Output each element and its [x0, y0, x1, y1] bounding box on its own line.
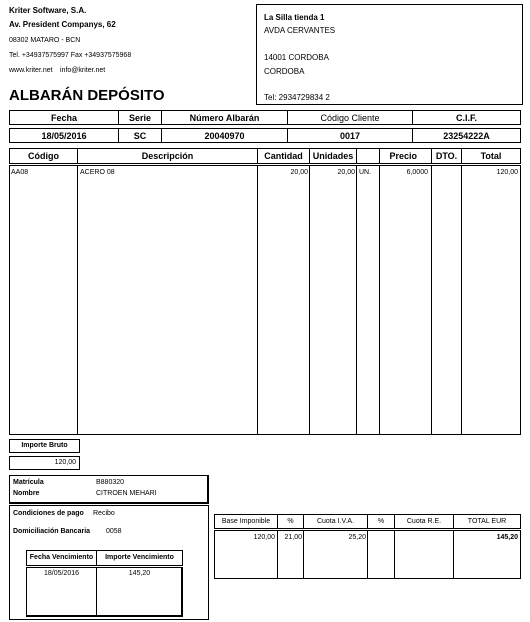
nombre-value: CITROEN MEHARI — [96, 490, 157, 497]
importe-bruto-label: Importe Bruto — [9, 439, 80, 453]
totals-base: 120,00 — [253, 534, 275, 541]
payment-box — [9, 505, 209, 620]
row-unidades: 20,00 — [337, 169, 355, 176]
totals-header-cuota-iva: Cuota I.V.A. — [303, 514, 368, 529]
company-email: info@kriter.net — [60, 67, 106, 74]
value-codigo-cliente: 0017 — [287, 128, 413, 143]
company-name: Kriter Software, S.A. — [9, 6, 87, 15]
vehicle-box — [9, 475, 209, 504]
header-codigo-cliente: Código Cliente — [287, 110, 413, 125]
client-name: La Silla tienda 1 — [264, 13, 325, 22]
row-codigo: AA08 — [11, 169, 29, 176]
venc-fecha-value: 18/05/2016 — [43, 570, 80, 577]
domiciliacion-value: 0058 — [106, 528, 122, 535]
totals-header-total: TOTAL EUR — [453, 514, 521, 529]
value-serie: SC — [118, 128, 162, 143]
col-total: Total — [461, 148, 521, 164]
col-cantidad: Cantidad — [257, 148, 310, 164]
company-address: Av. President Companys, 62 — [9, 20, 116, 29]
company-city: 08302 MATARO - BCN — [9, 37, 81, 44]
row-total: 120,00 — [496, 169, 518, 176]
header-cif: C.I.F. — [412, 110, 521, 125]
value-numero-albaran: 20040970 — [161, 128, 288, 143]
totals-pct-iva: 21,00 — [284, 534, 302, 541]
value-cif: 23254222A — [412, 128, 521, 143]
col-dto: DTO. — [431, 148, 462, 164]
totals-header-base: Base Imponible — [214, 514, 278, 529]
header-serie: Serie — [118, 110, 162, 125]
venc-importe-header: Importe Vencimiento — [96, 550, 183, 566]
client-province: CORDOBA — [264, 67, 305, 76]
totals-total: 145,20 — [496, 534, 518, 541]
importe-bruto-value: 120,00 — [9, 456, 80, 470]
company-phones: Tel. +34937575997 Fax +34937575968 — [9, 52, 132, 59]
document-title: ALBARÁN DEPÓSITO — [9, 87, 165, 104]
matricula-value: B880320 — [96, 479, 125, 486]
totals-cuota-iva: 25,20 — [348, 534, 366, 541]
client-phone: Tel: 2934729834 2 — [264, 93, 330, 102]
totals-header-cuota-re: Cuota R.E. — [394, 514, 454, 529]
nombre-label: Nombre — [13, 490, 40, 497]
domiciliacion-label: Domiciliación Bancaria — [13, 528, 91, 535]
col-precio: Precio — [379, 148, 432, 164]
row-descripcion: ACERO 08 — [80, 169, 115, 176]
venc-fecha-header: Fecha Vencimiento — [26, 550, 97, 566]
header-fecha: Fecha — [9, 110, 119, 125]
matricula-label: Matrícula — [13, 479, 44, 486]
header-numero-albaran: Número Albarán — [161, 110, 288, 125]
condiciones-value: Recibo — [93, 510, 115, 517]
totals-header-pct-re: % — [367, 514, 395, 529]
company-web: www.kriter.net — [9, 67, 53, 74]
totals-header-pct-iva: % — [277, 514, 304, 529]
row-precio: 6,0000 — [406, 169, 428, 176]
client-address: AVDA CERVANTES — [264, 26, 336, 35]
col-descripcion: Descripción — [77, 148, 258, 164]
venc-importe-value: 145,20 — [128, 570, 151, 577]
col-unidades: Unidades — [309, 148, 357, 164]
lines-body — [9, 165, 521, 435]
col-codigo: Código — [9, 148, 78, 164]
row-unidad: UN. — [359, 169, 372, 176]
client-postal: 14001 CORDOBA — [264, 53, 329, 62]
row-cantidad: 20,00 — [290, 169, 308, 176]
value-fecha: 18/05/2016 — [9, 128, 119, 143]
condiciones-label: Condiciones de pago — [13, 510, 84, 517]
client-box — [256, 4, 523, 105]
col-unidad — [356, 148, 380, 164]
